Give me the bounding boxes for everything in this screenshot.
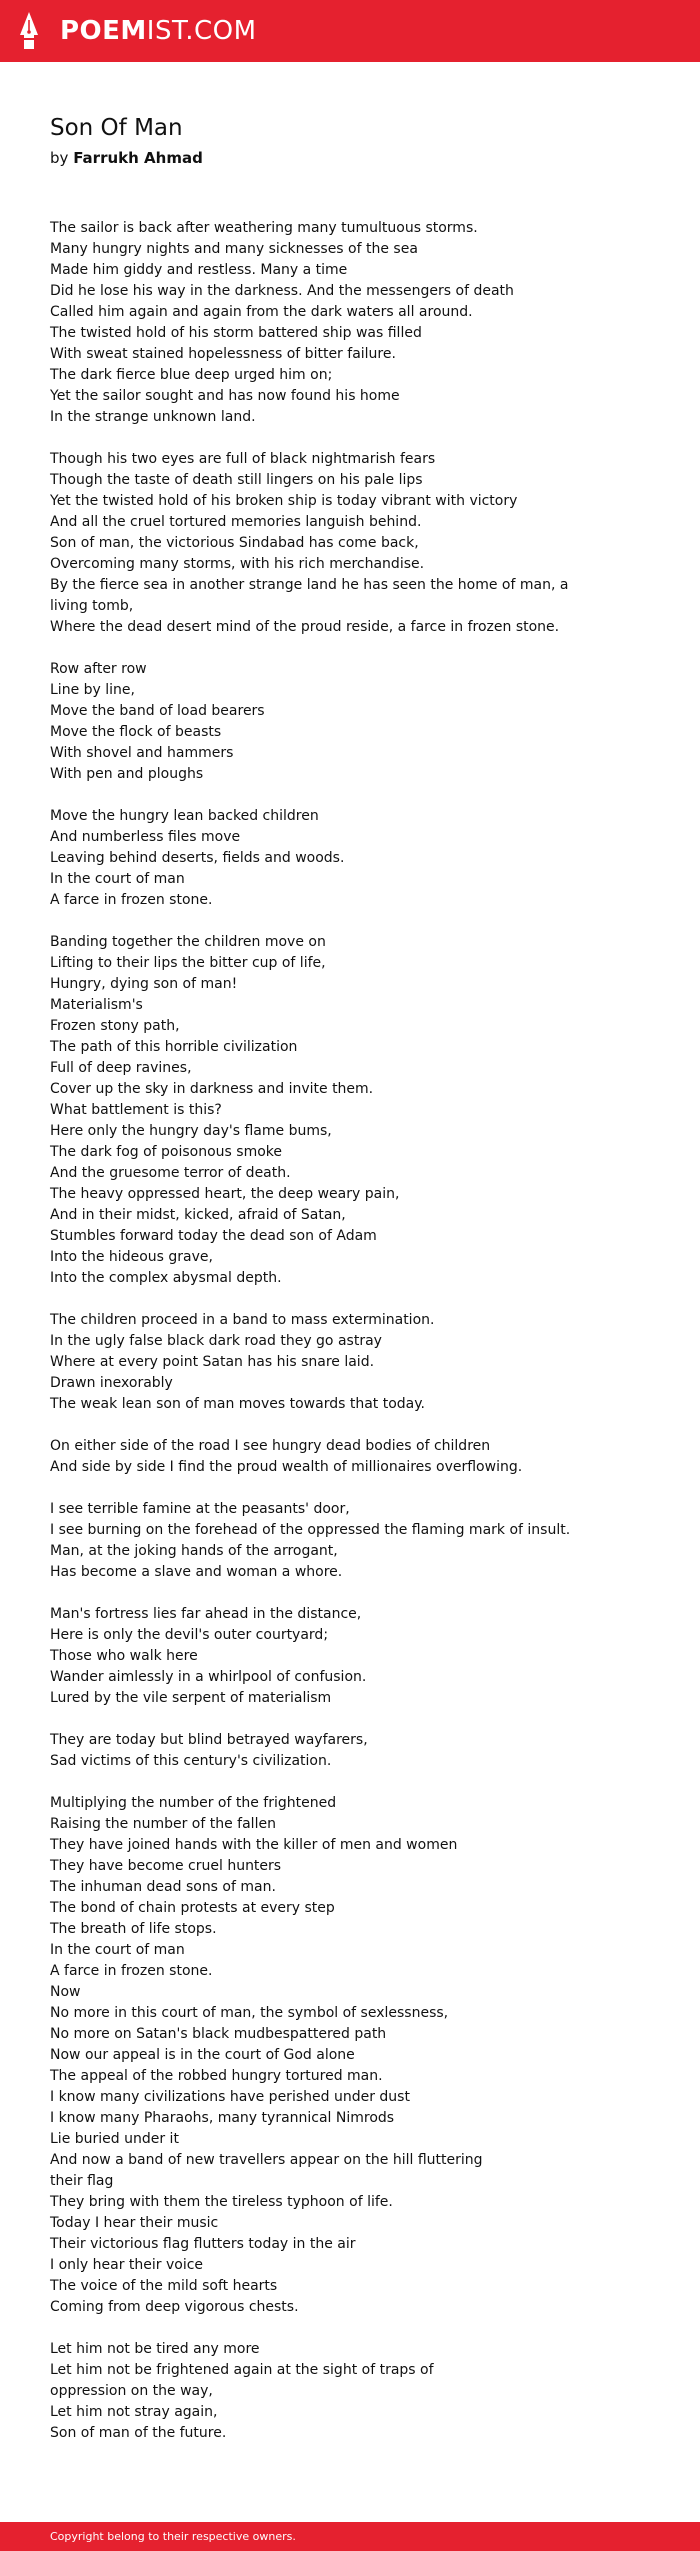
poem-line: In the strange unknown land. [50, 409, 256, 425]
byline [50, 148, 203, 168]
poem-line: Raising the number of the fallen [50, 1816, 276, 1832]
poem-line: Line by line, [50, 682, 135, 698]
poem-line: Lured by the vile serpent of materialism [50, 1690, 332, 1706]
poem-title: Son Of Man [50, 115, 183, 141]
poem-line: In the court of man [50, 1942, 185, 1958]
poem-line: Lifting to their lips the bitter cup of life, [50, 955, 326, 971]
poem-line: They have become cruel hunters [50, 1858, 282, 1874]
poem-line: Though the taste of death still lingers on his pale lips [50, 472, 423, 488]
poem-line: The bond of chain protests at every step [50, 1900, 335, 1916]
poem-line: They have joined hands with the killer of men and women [50, 1837, 458, 1853]
poem-line: No more in this court of man, the symbol of sexlessness, [50, 2005, 449, 2021]
poem-line: Into the hideous grave, [50, 1249, 213, 1265]
poem-line: Move the flock of beasts [50, 724, 222, 740]
poem-line: Man, at the joking hands of the arrogant, [50, 1543, 338, 1559]
poem-line: Let him not stray again, [50, 2404, 218, 2420]
poem-line: The breath of life stops. [50, 1921, 217, 1937]
stanza [50, 1793, 650, 2318]
logo-text-light: IST.COM [146, 16, 257, 46]
stanza [50, 1730, 650, 1772]
poem-line: Man's fortress lies far ahead in the distance, [50, 1606, 362, 1622]
poem-line: Coming from deep vigorous chests. [50, 2299, 299, 2315]
copyright-text: Copyright belong to their respective owners. [50, 2530, 296, 2543]
poem-line: And numberless files move [50, 829, 241, 845]
poem-line: Drawn inexorably [50, 1375, 173, 1391]
stanza [50, 218, 650, 428]
poem-line: And in their midst, kicked, afraid of Satan, [50, 1207, 346, 1223]
poem-line: Let him not be tired any more [50, 2341, 260, 2357]
poem-line: Made him giddy and restless. Many a time [50, 262, 348, 278]
poem-line: Overcoming many storms, with his rich merchandise. [50, 556, 425, 572]
poem-line: Leaving behind deserts, fields and woods. [50, 850, 345, 866]
stanza [50, 1604, 650, 1709]
poem-line: Let him not be frightened again at the sight of traps of [50, 2362, 434, 2378]
poem-line: The path of this horrible civilization [50, 1039, 298, 1055]
poem-line: Now our appeal is in the court of God alone [50, 2047, 355, 2063]
poem-line: Into the complex abysmal depth. [50, 1270, 282, 1286]
stanza [50, 932, 650, 1289]
logo-text-bold: POEM [60, 16, 147, 46]
stanza [50, 1436, 650, 1478]
poem-line: The inhuman dead sons of man. [50, 1879, 276, 1895]
poem-line: Banding together the children move on [50, 934, 326, 950]
poem-line: They are today but blind betrayed wayfarers, [50, 1732, 368, 1748]
poem-line: Many hungry nights and many sicknesses of the sea [50, 241, 418, 257]
poem-line: The dark fierce blue deep urged him on; [50, 367, 333, 383]
poem-line: The heavy oppressed heart, the deep weary pain, [50, 1186, 400, 1202]
poem-line: Where at every point Satan has his snare laid. [50, 1354, 375, 1370]
poem-line: And the gruesome terror of death. [50, 1165, 291, 1181]
poem-line: Move the hungry lean backed children [50, 808, 319, 824]
poem-line: On either side of the road I see hungry dead bodies of children [50, 1438, 491, 1454]
poem-line: I see burning on the forehead of the oppressed the flaming mark of insult. [50, 1522, 571, 1538]
poem-line: I know many civilizations have perished under dust [50, 2089, 410, 2105]
poem-line: A farce in frozen stone. [50, 892, 213, 908]
poem-line: Did he lose his way in the darkness. And the messengers of death [50, 283, 514, 299]
site-header [0, 0, 700, 62]
author-name[interactable]: Farrukh Ahmad [73, 149, 203, 167]
poem-line: Multiplying the number of the frightened [50, 1795, 337, 1811]
poem-line: In the ugly false black dark road they go astray [50, 1333, 382, 1349]
poem-line: Called him again and again from the dark waters all around. [50, 304, 473, 320]
stanza [50, 806, 650, 911]
poem-line: With sweat stained hopelessness of bitter failure. [50, 346, 396, 362]
poem-line: The dark fog of poisonous smoke [50, 1144, 283, 1160]
poem-line: their flag [50, 2173, 114, 2189]
poem-line: The sailor is back after weathering many tumultuous storms. [50, 220, 478, 236]
poem-body [50, 218, 650, 2465]
poem-line: Lie buried under it [50, 2131, 179, 2147]
poem-line: By the fierce sea in another strange land he has seen the home of man, a [50, 577, 569, 593]
poem-line: And side by side I find the proud wealth of millionaires overflowing. [50, 1459, 523, 1475]
poem-line: And now a band of new travellers appear on the hill fluttering [50, 2152, 483, 2168]
stanza [50, 1310, 650, 1415]
poem-line: oppression on the way, [50, 2383, 213, 2399]
site-footer [0, 2522, 700, 2551]
stanza [50, 659, 650, 785]
poem-line: Son of man of the future. [50, 2425, 227, 2441]
pen-nib-icon [17, 11, 41, 51]
poem-line: Has become a slave and woman a whore. [50, 1564, 343, 1580]
poem-line: Sad victims of this century's civilization. [50, 1753, 332, 1769]
poem-line: Yet the twisted hold of his broken ship is today vibrant with victory [50, 493, 518, 509]
poem-line: Yet the sailor sought and has now found his home [50, 388, 400, 404]
poem-line: With pen and ploughs [50, 766, 204, 782]
poem-line: I only hear their voice [50, 2257, 204, 2273]
poem-line: The voice of the mild soft hearts [50, 2278, 278, 2294]
poem-line: The twisted hold of his storm battered ship was filled [50, 325, 422, 341]
poem-line: Move the band of load bearers [50, 703, 265, 719]
poem-line: Those who walk here [50, 1648, 198, 1664]
poem-line: No more on Satan's black mudbespattered path [50, 2026, 387, 2042]
poem-line: A farce in frozen stone. [50, 1963, 213, 1979]
poem-line: Cover up the sky in darkness and invite them. [50, 1081, 374, 1097]
poem-line: Their victorious flag flutters today in the air [50, 2236, 356, 2252]
poem-line: Where the dead desert mind of the proud reside, a farce in frozen stone. [50, 619, 560, 635]
poem-line: Here only the hungry day's flame bums, [50, 1123, 332, 1139]
poem-line: Row after row [50, 661, 147, 677]
poem-line: Full of deep ravines, [50, 1060, 192, 1076]
poem-line: Though his two eyes are full of black nightmarish fears [50, 451, 436, 467]
poem-line: Stumbles forward today the dead son of Adam [50, 1228, 377, 1244]
poem-line: The appeal of the robbed hungry tortured man. [50, 2068, 383, 2084]
poem-line: Today I hear their music [50, 2215, 219, 2231]
poem-line: Hungry, dying son of man! [50, 976, 238, 992]
poem-line: I see terrible famine at the peasants' door, [50, 1501, 350, 1517]
poem-line: I know many Pharaohs, many tyrannical Nimrods [50, 2110, 395, 2126]
poem-line: The weak lean son of man moves towards that today. [50, 1396, 425, 1412]
poem-line: In the court of man [50, 871, 185, 887]
poem-line: Materialism's [50, 997, 143, 1013]
poem-line: The children proceed in a band to mass extermination. [50, 1312, 435, 1328]
poem-line: What battlement is this? [50, 1102, 222, 1118]
poem-line: And all the cruel tortured memories languish behind. [50, 514, 422, 530]
stanza [50, 2339, 650, 2444]
stanza [50, 1499, 650, 1583]
site-logo-link[interactable] [60, 13, 257, 49]
poem-line: Here is only the devil's outer courtyard; [50, 1627, 329, 1643]
byline-label: by [50, 149, 69, 167]
poem-line: Now [50, 1984, 81, 2000]
poem-line: With shovel and hammers [50, 745, 234, 761]
poem-line: Frozen stony path, [50, 1018, 180, 1034]
stanza [50, 449, 650, 638]
poem-line: They bring with them the tireless typhoon of life. [50, 2194, 393, 2210]
poem-line: Wander aimlessly in a whirlpool of confusion. [50, 1669, 367, 1685]
poem-line: living tomb, [50, 598, 134, 614]
poem-line: Son of man, the victorious Sindabad has come back, [50, 535, 419, 551]
